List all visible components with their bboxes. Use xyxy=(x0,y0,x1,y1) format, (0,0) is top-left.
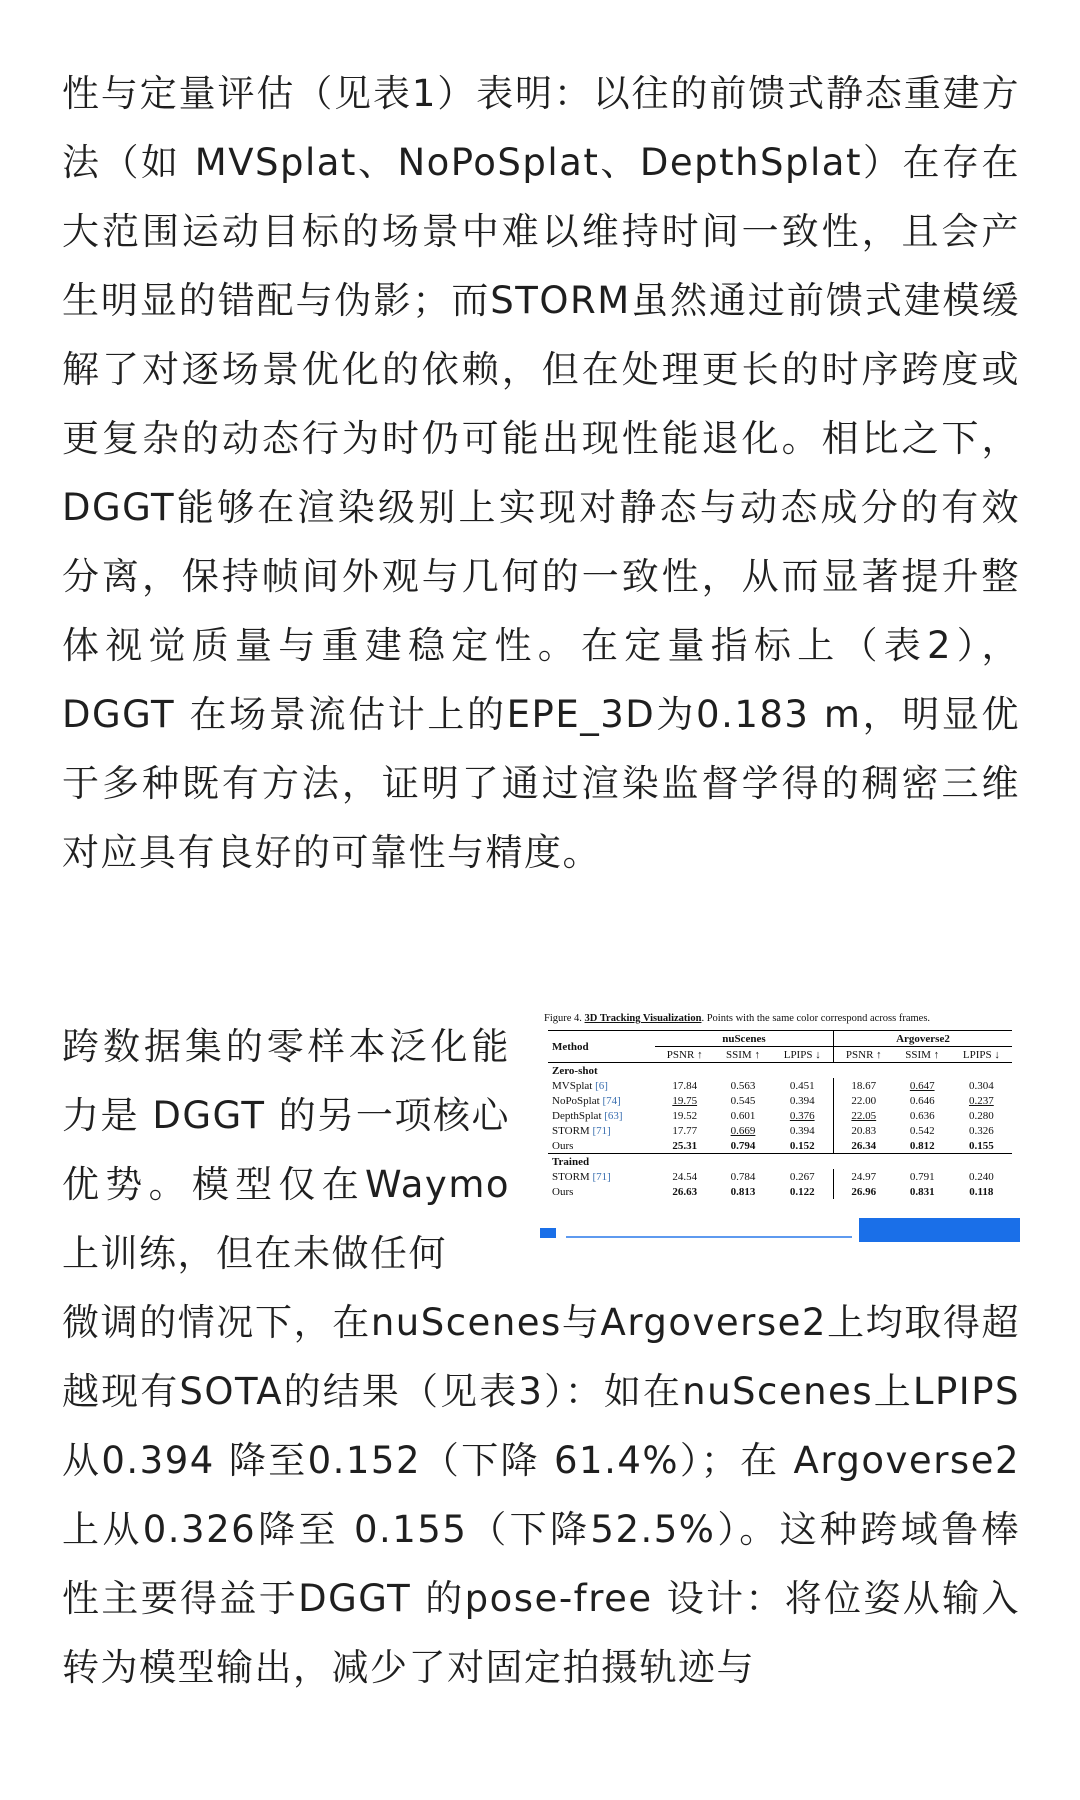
cell: 0.267 xyxy=(789,1170,815,1183)
method-name: DepthSplat xyxy=(552,1109,602,1122)
cell: 26.34 xyxy=(833,1138,893,1154)
table-row xyxy=(548,1093,1012,1108)
cell: 0.152 xyxy=(789,1139,815,1152)
cell: 0.791 xyxy=(909,1170,935,1183)
image-crop-handle-left xyxy=(540,1228,556,1238)
cell: 26.63 xyxy=(672,1185,698,1198)
cell: 19.75 xyxy=(672,1094,698,1107)
cell: 0.280 xyxy=(968,1109,994,1122)
cell: 0.636 xyxy=(909,1109,935,1122)
paragraph-2-continued: 微调的情况下，在nuScenes与Argoverse2上均取得超越现有SOTA的结果（见表3）：如在nuScenes上LPIPS从0.394 降至0.152（下降 61.4%）；在 Argoverse2上从0.326降至 0.155（下降52.5%）。这种跨域鲁棒性主要得益于DGGT 的pose-free 设计：将位姿从输入转为模型输出，减少了对固定拍摄轨迹与 xyxy=(62,1301,1020,1689)
cell: 0.831 xyxy=(909,1185,935,1198)
section-trained: Trained xyxy=(548,1154,1012,1170)
cell: 0.813 xyxy=(730,1185,756,1198)
cell: 0.812 xyxy=(909,1139,935,1152)
citation: [74] xyxy=(602,1094,621,1107)
table-row xyxy=(548,1169,1012,1184)
caption-rest: . Points with the same color correspond across frames. xyxy=(701,1013,931,1024)
table-row xyxy=(548,1184,1012,1199)
table-row xyxy=(548,1078,1012,1093)
cell: 19.52 xyxy=(672,1109,698,1122)
cell: 24.97 xyxy=(833,1169,893,1184)
cell: 22.00 xyxy=(833,1093,893,1108)
section-zero-shot: Zero-shot xyxy=(552,1064,598,1077)
image-scroll-indicator xyxy=(566,1236,852,1238)
caption-title: 3D Tracking Visualization xyxy=(584,1013,702,1024)
cell: 0.545 xyxy=(730,1094,756,1107)
cell: 0.155 xyxy=(968,1139,994,1152)
cell: 0.563 xyxy=(730,1079,756,1092)
cell: 0.394 xyxy=(789,1124,815,1137)
cell: 20.83 xyxy=(833,1123,893,1138)
paragraph-2-side: 跨数据集的零样本泛化能力是 DGGT 的另一项核心优势。模型仅在Waymo上训练，但在未做任何 xyxy=(62,1025,510,1275)
cell: 17.77 xyxy=(672,1124,698,1137)
citation: [71] xyxy=(592,1170,611,1183)
table-row xyxy=(548,1123,1012,1138)
citation: [63] xyxy=(604,1109,623,1122)
citation: [71] xyxy=(592,1124,611,1137)
cell: 0.451 xyxy=(789,1079,815,1092)
col-ssim: SSIM ↑ xyxy=(726,1048,760,1061)
cell: 0.542 xyxy=(909,1124,935,1137)
cell: 0.122 xyxy=(789,1185,815,1198)
cell: 0.394 xyxy=(789,1094,815,1107)
method-name: Ours xyxy=(552,1185,574,1198)
cell: 0.646 xyxy=(909,1094,935,1107)
col-ssim: SSIM ↑ xyxy=(905,1048,940,1061)
cell: 0.794 xyxy=(730,1139,756,1152)
group-nuscenes: nuScenes xyxy=(655,1031,834,1047)
method-name: NoPoSplat xyxy=(552,1094,600,1107)
cell: 0.647 xyxy=(909,1079,935,1092)
cell: 18.67 xyxy=(833,1078,893,1093)
cell: 0.326 xyxy=(968,1124,994,1137)
cell: 0.304 xyxy=(968,1079,994,1092)
paragraph-1: 性与定量评估（见表1）表明：以往的前馈式静态重建方法（如 MVSplat、NoPoSplat、DepthSplat）在存在大范围运动目标的场景中难以维持时间一致性，且会产生明显的错配与伪影；而STORM虽然通过前馈式建模缓解了对逐场景优化的依赖，但在处理更长的时序跨度或更复杂的动态行为时仍可能出现性能退化。相比之下，DGGT能够在渲染级别上实现对静态与动态成分的有效分离，保持帧间外观与几何的一致性，从而显著提升整体视觉质量与重建稳定性。在定量指标上（表2），DGGT 在场景流估计上的EPE_3D为0.183 m，明显优于多种既有方法，证明了通过渲染监督学得的稠密三维对应具有良好的可靠性与精度。 xyxy=(62,72,1020,874)
figure-table-image xyxy=(540,1012,1020,1242)
group-argoverse2: Argoverse2 xyxy=(833,1031,1012,1047)
image-crop-overlay-right xyxy=(859,1218,1020,1242)
cell: 24.54 xyxy=(672,1170,698,1183)
table-row xyxy=(548,1138,1012,1154)
cell: 0.237 xyxy=(968,1094,994,1107)
results-table xyxy=(548,1030,1012,1199)
cell: 0.669 xyxy=(730,1124,756,1137)
cell: 0.118 xyxy=(969,1185,994,1198)
col-lpips: LPIPS ↓ xyxy=(783,1048,821,1061)
caption-prefix: Figure 4. xyxy=(544,1013,585,1024)
col-lpips: LPIPS ↓ xyxy=(962,1048,1000,1061)
cell: 17.84 xyxy=(672,1079,698,1092)
method-name: MVSplat xyxy=(552,1079,593,1092)
figure-caption xyxy=(544,1012,1020,1026)
citation: [6] xyxy=(595,1079,608,1092)
cell: 0.240 xyxy=(968,1170,994,1183)
cell: 25.31 xyxy=(672,1139,698,1152)
col-psnr: PSNR ↑ xyxy=(666,1048,703,1061)
cell: 0.784 xyxy=(730,1170,756,1183)
method-name: STORM xyxy=(552,1124,590,1137)
method-header: Method xyxy=(548,1031,655,1063)
cell: 22.05 xyxy=(833,1108,893,1123)
method-name: STORM xyxy=(552,1170,590,1183)
method-name: Ours xyxy=(552,1139,574,1152)
col-psnr: PSNR ↑ xyxy=(833,1047,893,1063)
cell: 26.96 xyxy=(833,1184,893,1199)
cell: 0.601 xyxy=(730,1109,756,1122)
cell: 0.376 xyxy=(789,1109,815,1122)
table-row xyxy=(548,1108,1012,1123)
